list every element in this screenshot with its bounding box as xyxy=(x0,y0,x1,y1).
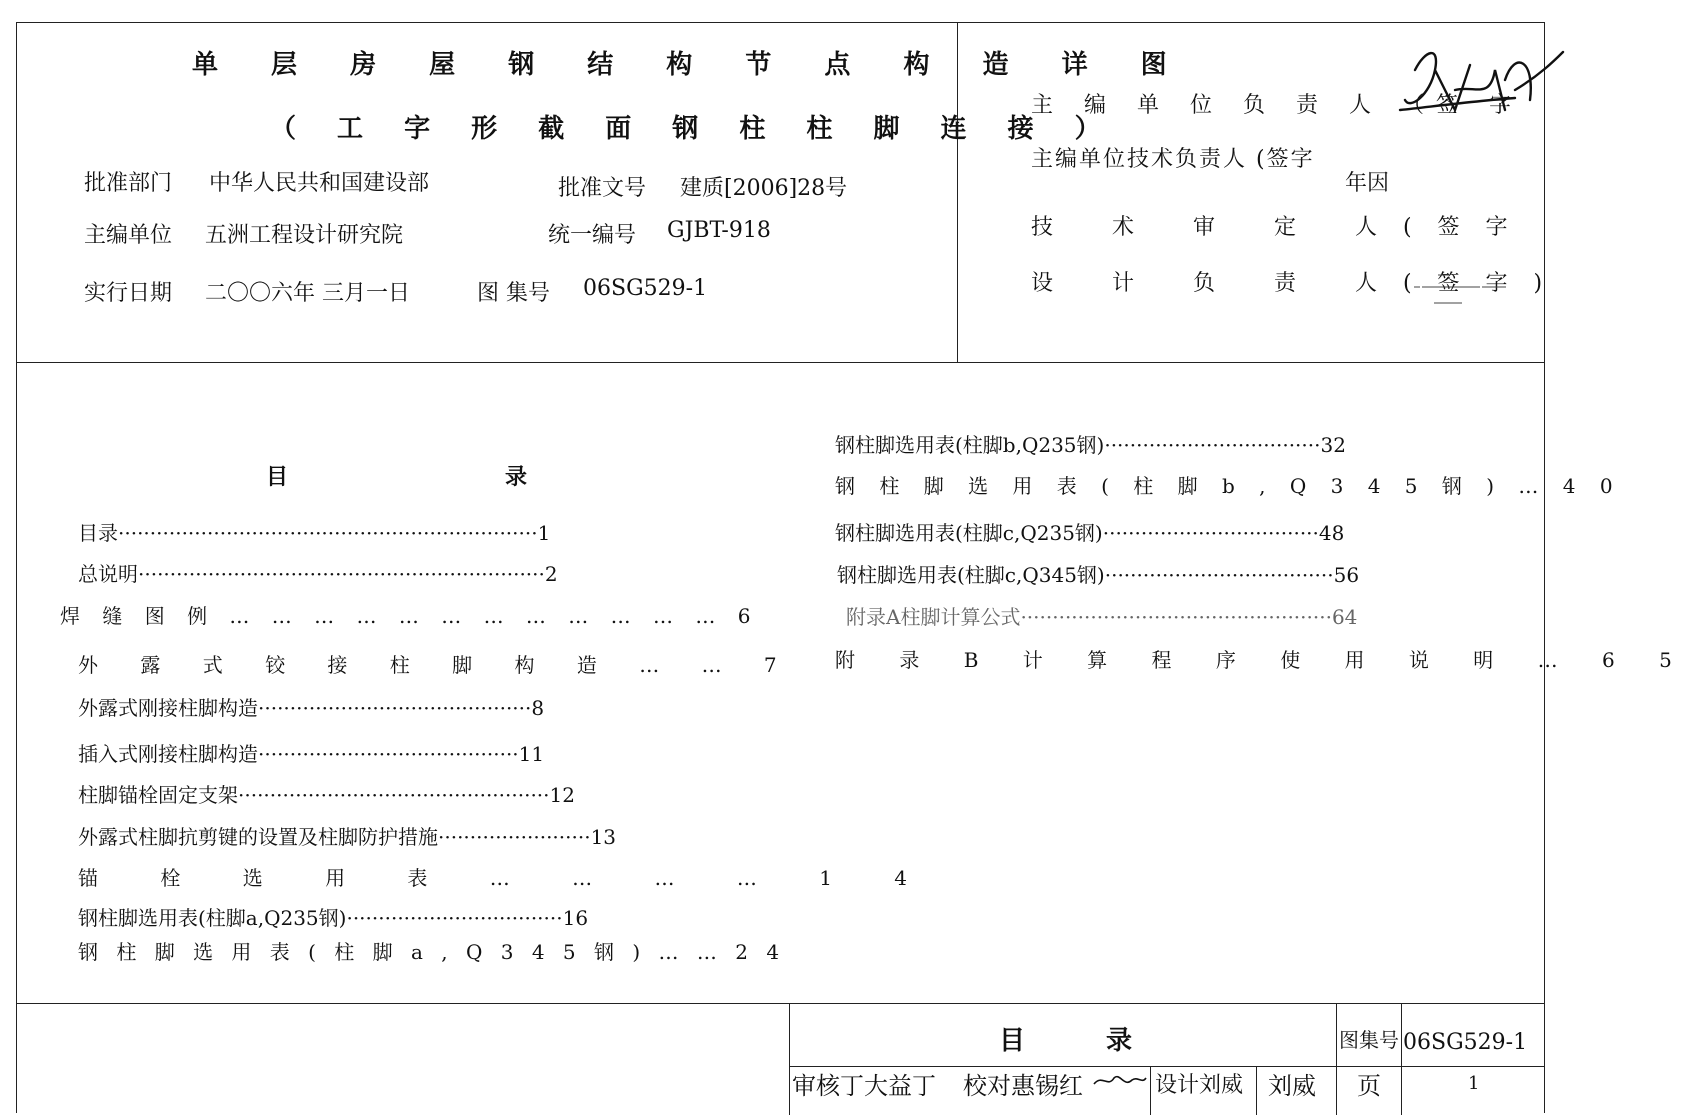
formula-graphic xyxy=(1410,265,1515,315)
editor-unit: 五洲工程设计研究院 xyxy=(205,223,404,248)
tb-page-label: 页 xyxy=(1357,1072,1381,1100)
toc-item[interactable]: 外露式柱脚抗剪键的设置及柱脚防护措施························13 xyxy=(78,825,617,849)
tb-divider-atlas-no xyxy=(1401,1003,1402,1115)
approve-no-label: 批准文号 xyxy=(558,176,647,201)
checker-signature-graphic xyxy=(1092,1070,1148,1092)
cover-subtitle: （ 工 字 形 截 面 钢 柱 柱 脚 连 接 ） xyxy=(270,114,1117,144)
sign-chief-unit: 主 编 单 位 负 责 人 （签 字 xyxy=(1031,93,1523,118)
toc-item[interactable]: 钢 柱 脚 选 用 表 ( 柱 脚 b , Q 3 4 5 钢 ) … 4 0 xyxy=(835,474,1622,498)
tb-atlas-no: 06SG529-1 xyxy=(1403,1030,1528,1055)
title-block-top xyxy=(16,1003,1544,1004)
sign-design-lead: 设 计 负 责 人(签字) xyxy=(1031,271,1569,296)
toc-heading-left: 目 xyxy=(266,464,289,490)
cover-divider xyxy=(16,362,1544,363)
approve-dept: 中华人民共和国建设部 xyxy=(209,171,430,196)
tb-review: 审核丁大益丁 xyxy=(792,1072,936,1100)
tb-page-no: 1 xyxy=(1468,1073,1480,1094)
tb-check: 校对惠锡红 xyxy=(963,1072,1083,1100)
approve-no: 建质[2006]28号 xyxy=(680,176,848,201)
effective-label: 实行日期 xyxy=(84,281,173,306)
toc-item[interactable]: 钢柱脚选用表(柱脚c,Q345钢)····································56 xyxy=(837,563,1360,587)
sign-tech-lead-extra: 年因 xyxy=(1345,171,1390,196)
effective-date: 二〇〇六年 三月一日 xyxy=(205,281,410,306)
tb-divider-sign xyxy=(1256,1066,1257,1115)
editor-unit-label: 主编单位 xyxy=(84,223,173,248)
toc-item[interactable]: 钢 柱 脚 选 用 表 ( 柱 脚 a , Q 3 4 5 钢 ) … … 2 4 xyxy=(78,940,786,964)
atlas-no: 06SG529-1 xyxy=(583,276,708,301)
atlas-label: 图 集号 xyxy=(477,281,550,306)
tb-atlas-label: 图集号 xyxy=(1339,1028,1399,1052)
unified-no-label: 统一编号 xyxy=(548,223,637,248)
toc-item[interactable]: 柱脚锚栓固定支架·················································12 xyxy=(78,783,575,807)
sign-tech-lead: 主编单位技术负责人 (签字 xyxy=(1031,147,1315,172)
handwritten-signature-graphic xyxy=(1395,40,1565,140)
sign-tech-review: 技 术 审 定 人(签字 xyxy=(1031,215,1534,240)
toc-item[interactable]: 目录··································································1 xyxy=(78,521,551,545)
toc-item[interactable]: 钢柱脚选用表(柱脚a,Q235钢)··································16 xyxy=(78,906,589,930)
toc-item[interactable]: 外露式刚接柱脚构造···········································8 xyxy=(78,696,545,720)
tb-heading-left: 目 xyxy=(999,1026,1026,1056)
unified-no: GJBT-918 xyxy=(667,218,771,243)
toc-item[interactable]: 锚 栓 选 用 表 … … … … 1 4 xyxy=(78,866,936,890)
tb-divider-design xyxy=(1150,1066,1151,1115)
approve-dept-label: 批准部门 xyxy=(84,171,173,196)
toc-item[interactable]: 附录A柱脚计算公式·················································64 xyxy=(846,605,1358,629)
toc-item[interactable]: 焊 缝 图 例 … … … … … … … … … … … … 6 xyxy=(60,604,759,628)
toc-item[interactable]: 钢柱脚选用表(柱脚b,Q235钢)··································32 xyxy=(835,433,1346,457)
toc-item[interactable]: 插入式刚接柱脚构造·········································11 xyxy=(78,742,545,766)
tb-divider-atlas xyxy=(1336,1003,1337,1115)
tb-left-edge xyxy=(789,1003,790,1115)
toc-item[interactable]: 附 录 B 计 算 程 序 使 用 说 明 … 6 5 xyxy=(835,648,1691,672)
tb-design-sign: 刘威 xyxy=(1268,1072,1316,1100)
tb-heading-right: 录 xyxy=(1106,1026,1133,1056)
tb-design: 设计刘威 xyxy=(1155,1073,1244,1098)
cover-title: 单 层 房 屋 钢 结 构 节 点 构 造 详 图 xyxy=(192,50,1189,80)
toc-item[interactable]: 总说明································································2 xyxy=(78,562,558,586)
toc-item[interactable]: 外 露 式 铰 接 柱 脚 构 造 … … 7 xyxy=(78,653,795,677)
toc-heading-right: 录 xyxy=(505,464,528,490)
toc-item[interactable]: 钢柱脚选用表(柱脚c,Q235钢)··································48 xyxy=(835,521,1345,545)
